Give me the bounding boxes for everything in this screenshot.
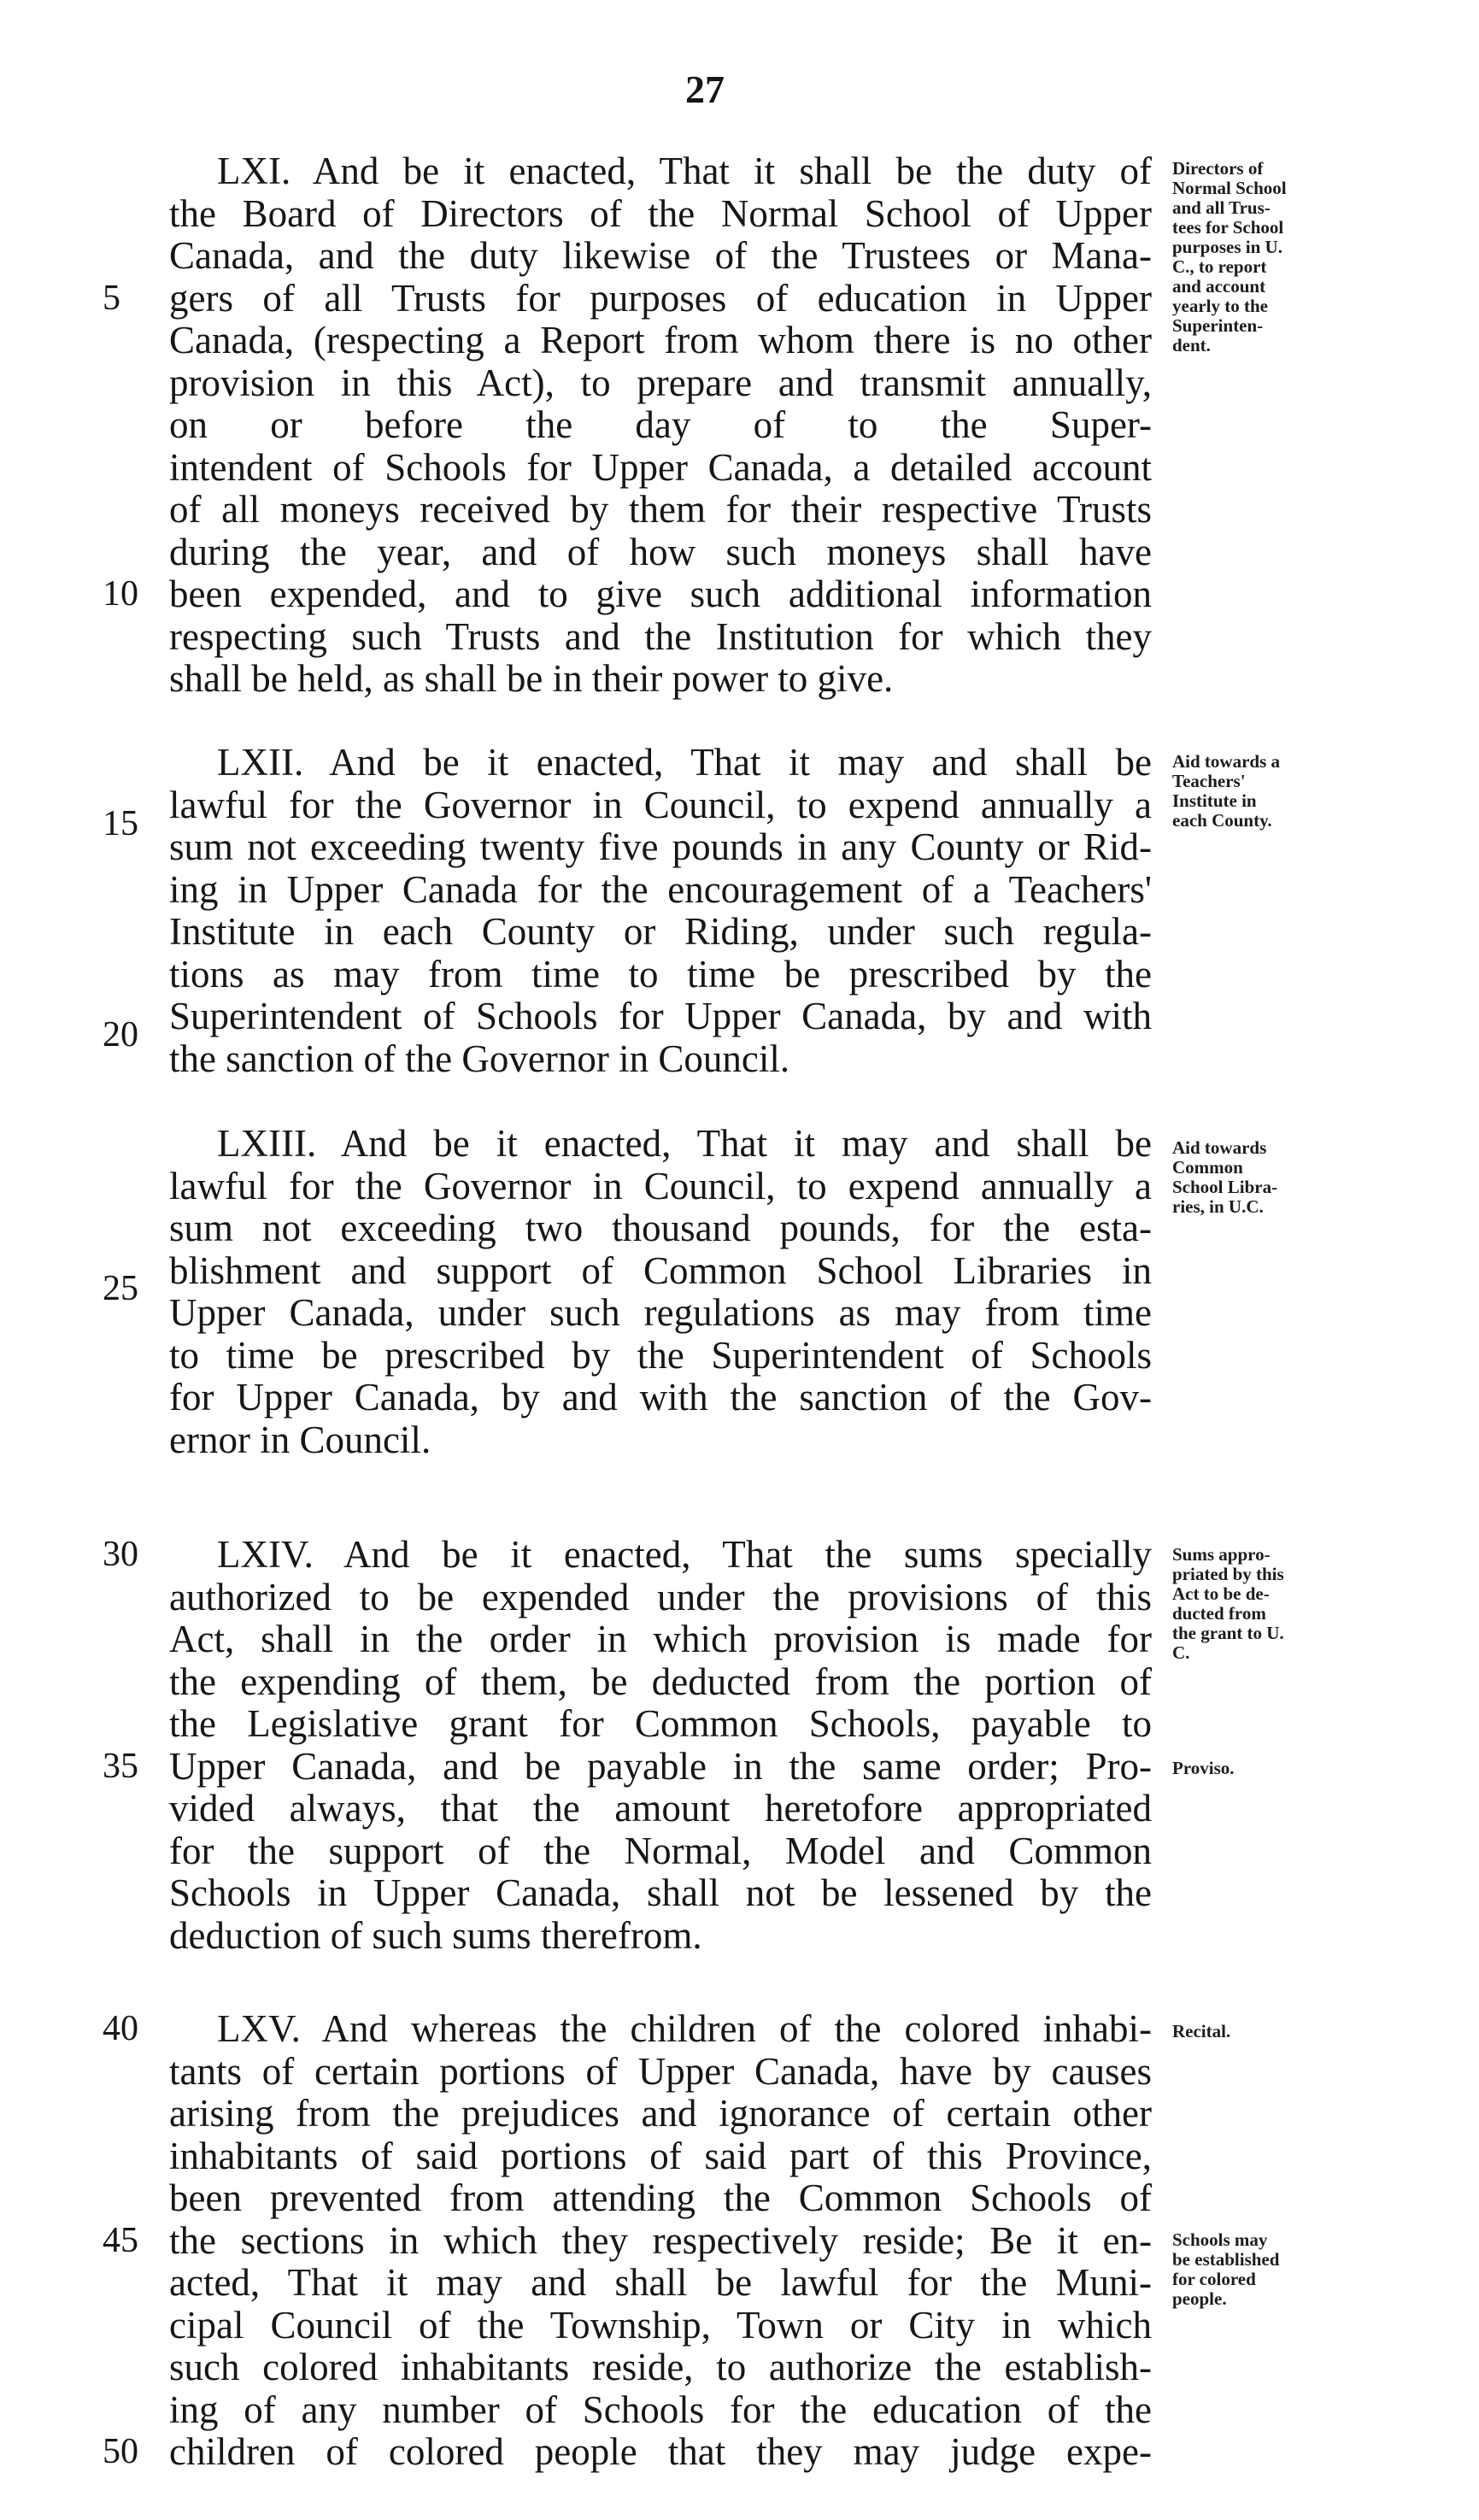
note-line: and account	[1172, 276, 1266, 297]
text-line: Institute in each County or Riding, under such regula-	[169, 910, 1152, 953]
note-line: Common	[1172, 1157, 1243, 1178]
text-line: gers of all Trusts for purposes of education in Upper	[169, 276, 1152, 320]
text-line: LXV. And whereas the children of the colored inhabi-	[217, 2007, 1152, 2050]
note-line: ries, in U.C.	[1172, 1196, 1264, 1217]
note-line: dent.	[1172, 335, 1211, 355]
line-number: 50	[103, 2432, 138, 2471]
line-number: 5	[103, 279, 120, 318]
note-line: for colored	[1172, 2269, 1256, 2289]
note-line: Schools may	[1172, 2229, 1268, 2250]
text-line: for the support of the Normal, Model and Common	[169, 1829, 1152, 1872]
note-line: C., to report	[1172, 256, 1267, 277]
line-number: 40	[103, 2009, 138, 2048]
note-line: School Libra-	[1172, 1177, 1278, 1197]
note-line: each County.	[1172, 810, 1272, 831]
text-line: on or before the day of to the Super-	[169, 403, 1152, 446]
text-line: lawful for the Governor in Council, to expend annually a	[169, 1164, 1152, 1207]
text-line: been expended, and to give such additional information	[169, 573, 1152, 615]
line-number: 15	[103, 804, 138, 843]
note-line: Sums appro-	[1172, 1544, 1271, 1565]
section-lxi	[169, 150, 1152, 701]
text-line: tants of certain portions of Upper Canada, have by causes	[169, 2049, 1152, 2093]
text-line: LXI. And be it enacted, That it shall be the duty of	[217, 150, 1152, 192]
text-line: LXIV. And be it enacted, That the sums specially	[217, 1533, 1152, 1576]
text-line: ing in Upper Canada for the encouragement of a Teachers'	[169, 867, 1152, 911]
marginal-note-recital	[1172, 2022, 1356, 2041]
line-number: 45	[103, 2221, 138, 2260]
text-line: such colored inhabitants reside, to authorize the establish-	[169, 2346, 1152, 2388]
text-line: the expending of them, be deducted from the portion of	[169, 1659, 1152, 1703]
note-line: Aid towards	[1172, 1137, 1267, 1158]
text-line: Schools in Upper Canada, shall not be lessened by the	[169, 1871, 1152, 1914]
section-lxiii	[169, 1123, 1152, 1461]
note-line: Institute in	[1172, 790, 1257, 811]
note-line: be established	[1172, 2249, 1280, 2270]
note-line: Normal School	[1172, 178, 1287, 198]
text-line: vided always, that the amount heretofore appropriated	[169, 1787, 1152, 1830]
section-lxii	[169, 742, 1152, 1080]
text-line: Act, shall in the order in which provision is made for	[169, 1618, 1152, 1660]
text-line: sum not exceeding two thousand pounds, for the esta-	[169, 1207, 1152, 1249]
text-line: Canada, and the duty likewise of the Trustees or Mana-	[169, 234, 1152, 277]
marginal-note-proviso	[1172, 1759, 1356, 1778]
text-line: intendent of Schools for Upper Canada, a detailed account	[169, 445, 1152, 489]
text-line: Upper Canada, and be payable in the same order; Pro-	[169, 1744, 1152, 1788]
line-number: 10	[103, 574, 138, 614]
text-line: authorized to be expended under the provisions of this	[169, 1575, 1152, 1618]
note-line: tees for School	[1172, 217, 1284, 238]
line-number: 20	[103, 1015, 138, 1054]
text-line: children of colored people that they may judge expe-	[169, 2430, 1152, 2473]
text-line: deduction of such sums therefrom.	[169, 1913, 702, 1957]
text-line: to time be prescribed by the Superintendent of Schools	[169, 1333, 1152, 1377]
section-lxv	[169, 2008, 1152, 2474]
marginal-note-teachers-institute	[1172, 752, 1356, 831]
text-line: sum not exceeding twenty five pounds in any County or Rid-	[169, 825, 1152, 868]
text-line: ernor in Council.	[169, 1418, 431, 1461]
note-line: Superinten-	[1172, 315, 1264, 336]
text-line: cipal Council of the Township, Town or City in which	[169, 2303, 1152, 2347]
text-line: for Upper Canada, by and with the sanction of the Gov-	[169, 1376, 1152, 1419]
text-line: LXIII. And be it enacted, That it may and shall be	[217, 1122, 1152, 1165]
text-line: shall be held, as shall be in their power to give.	[169, 657, 894, 700]
text-line: of all moneys received by them for their respective Trusts	[169, 488, 1152, 531]
marginal-note-directors	[1172, 159, 1356, 355]
text-line: the sanction of the Governor in Council.	[169, 1037, 790, 1080]
text-line: tions as may from time to time be prescribed by the	[169, 952, 1152, 996]
note-line: Recital.	[1172, 2021, 1231, 2041]
note-line: Directors of	[1172, 158, 1264, 179]
text-line: the Legislative grant for Common Schools, payable to	[169, 1702, 1152, 1745]
text-line: during the year, and of how such moneys shall have	[169, 530, 1152, 573]
note-line: C.	[1172, 1642, 1190, 1663]
text-line: the sections in which they respectively reside; Be it en-	[169, 2218, 1152, 2262]
text-line: Upper Canada, under such regulations as may from time	[169, 1291, 1152, 1334]
text-line: lawful for the Governor in Council, to expend annually a	[169, 783, 1152, 826]
text-line: blishment and support of Common School Libraries in	[169, 1248, 1152, 1292]
marginal-note-libraries	[1172, 1138, 1356, 1217]
text-line: the Board of Directors of the Normal School of Upper	[169, 191, 1152, 235]
text-line: Superintendent of Schools for Upper Canada, by and with	[169, 995, 1152, 1037]
text-line: Canada, (respecting a Report from whom there is no other	[169, 319, 1152, 361]
note-line: yearly to the	[1172, 296, 1268, 316]
note-line: Aid towards a	[1172, 751, 1281, 772]
text-line: inhabitants of said portions of said part of this Province,	[169, 2134, 1152, 2177]
text-line: been prevented from attending the Common Schools of	[169, 2176, 1152, 2219]
line-number: 30	[103, 1535, 138, 1574]
line-number: 25	[103, 1269, 138, 1308]
note-line: and all Trus-	[1172, 197, 1271, 218]
section-lxiv	[169, 1534, 1152, 1957]
note-line: Teachers'	[1172, 771, 1246, 791]
note-line: priated by this	[1172, 1564, 1284, 1584]
text-line: LXII. And be it enacted, That it may and shall be	[217, 741, 1152, 784]
note-line: the grant to U.	[1172, 1623, 1284, 1643]
text-line: respecting such Trusts and the Institution for which they	[169, 614, 1152, 658]
line-number: 35	[103, 1747, 138, 1786]
page-number: 27	[685, 68, 725, 111]
note-line: people.	[1172, 2288, 1227, 2309]
marginal-note-sums-appropriated	[1172, 1545, 1356, 1663]
marginal-note-colored-schools	[1172, 2230, 1356, 2309]
text-line: provision in this Act), to prepare and transmit annually,	[169, 361, 1152, 404]
text-line: acted, That it may and shall be lawful for the Muni-	[169, 2261, 1152, 2304]
note-line: ducted from	[1172, 1603, 1266, 1624]
note-line: Proviso.	[1172, 1758, 1235, 1778]
note-line: purposes in U.	[1172, 237, 1282, 257]
text-line: ing of any number of Schools for the education of the	[169, 2388, 1152, 2431]
text-line: arising from the prejudices and ignorance of certain other	[169, 2092, 1152, 2135]
note-line: Act to be de-	[1172, 1583, 1270, 1604]
